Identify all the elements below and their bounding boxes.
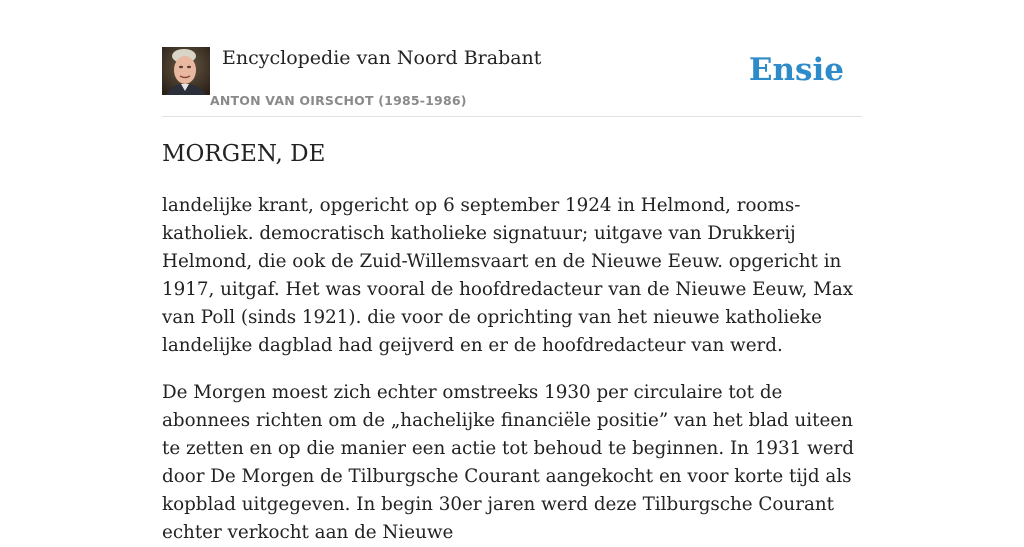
article-paragraph: De Morgen moest zich echter omstreeks 1930 per circulaire tot de abonnees richten om de „hachelijke financiële positie” van het blad uiteen te zetten en op die manier een actie tot behoud te beginnen. In 1931 werd door De Morgen de Tilburgsche Courant aangekocht en voor korte tijd als kopblad uitgegeven. In begin 30er jaren werd deze Tilburgsche Courant echter verkocht aan de Nieuwe bbox=[162, 382, 854, 543]
author-name[interactable]: ANTON VAN OIRSCHOT (1985-1986) bbox=[210, 93, 467, 108]
ensie-logo[interactable]: Ensie bbox=[748, 52, 844, 88]
article-paragraph: landelijke krant, opgericht op 6 september 1924 in Helmond, rooms-katholiek. democratisch katholieke signatuur; uitgave van Drukkerij Helmond, die ook de Zuid-Willemsvaart en de Nieuwe Eeuw. opgericht in 1917, uitgaf. Het was vooral de hoofdredacteur van de Nieuwe Eeuw, Max van Poll (sinds 1921). die voor de oprichting van het nieuwe katholieke landelijke dagblad had geijverd en er de hoofdredacteur van werd. bbox=[162, 195, 854, 356]
author-avatar[interactable] bbox=[162, 47, 210, 95]
article bbox=[162, 138, 862, 547]
header bbox=[162, 46, 862, 117]
portrait-icon bbox=[162, 47, 210, 95]
encyclopedia-title[interactable]: Encyclopedie van Noord Brabant bbox=[222, 47, 542, 69]
article-title: MORGEN, DE bbox=[162, 141, 326, 167]
